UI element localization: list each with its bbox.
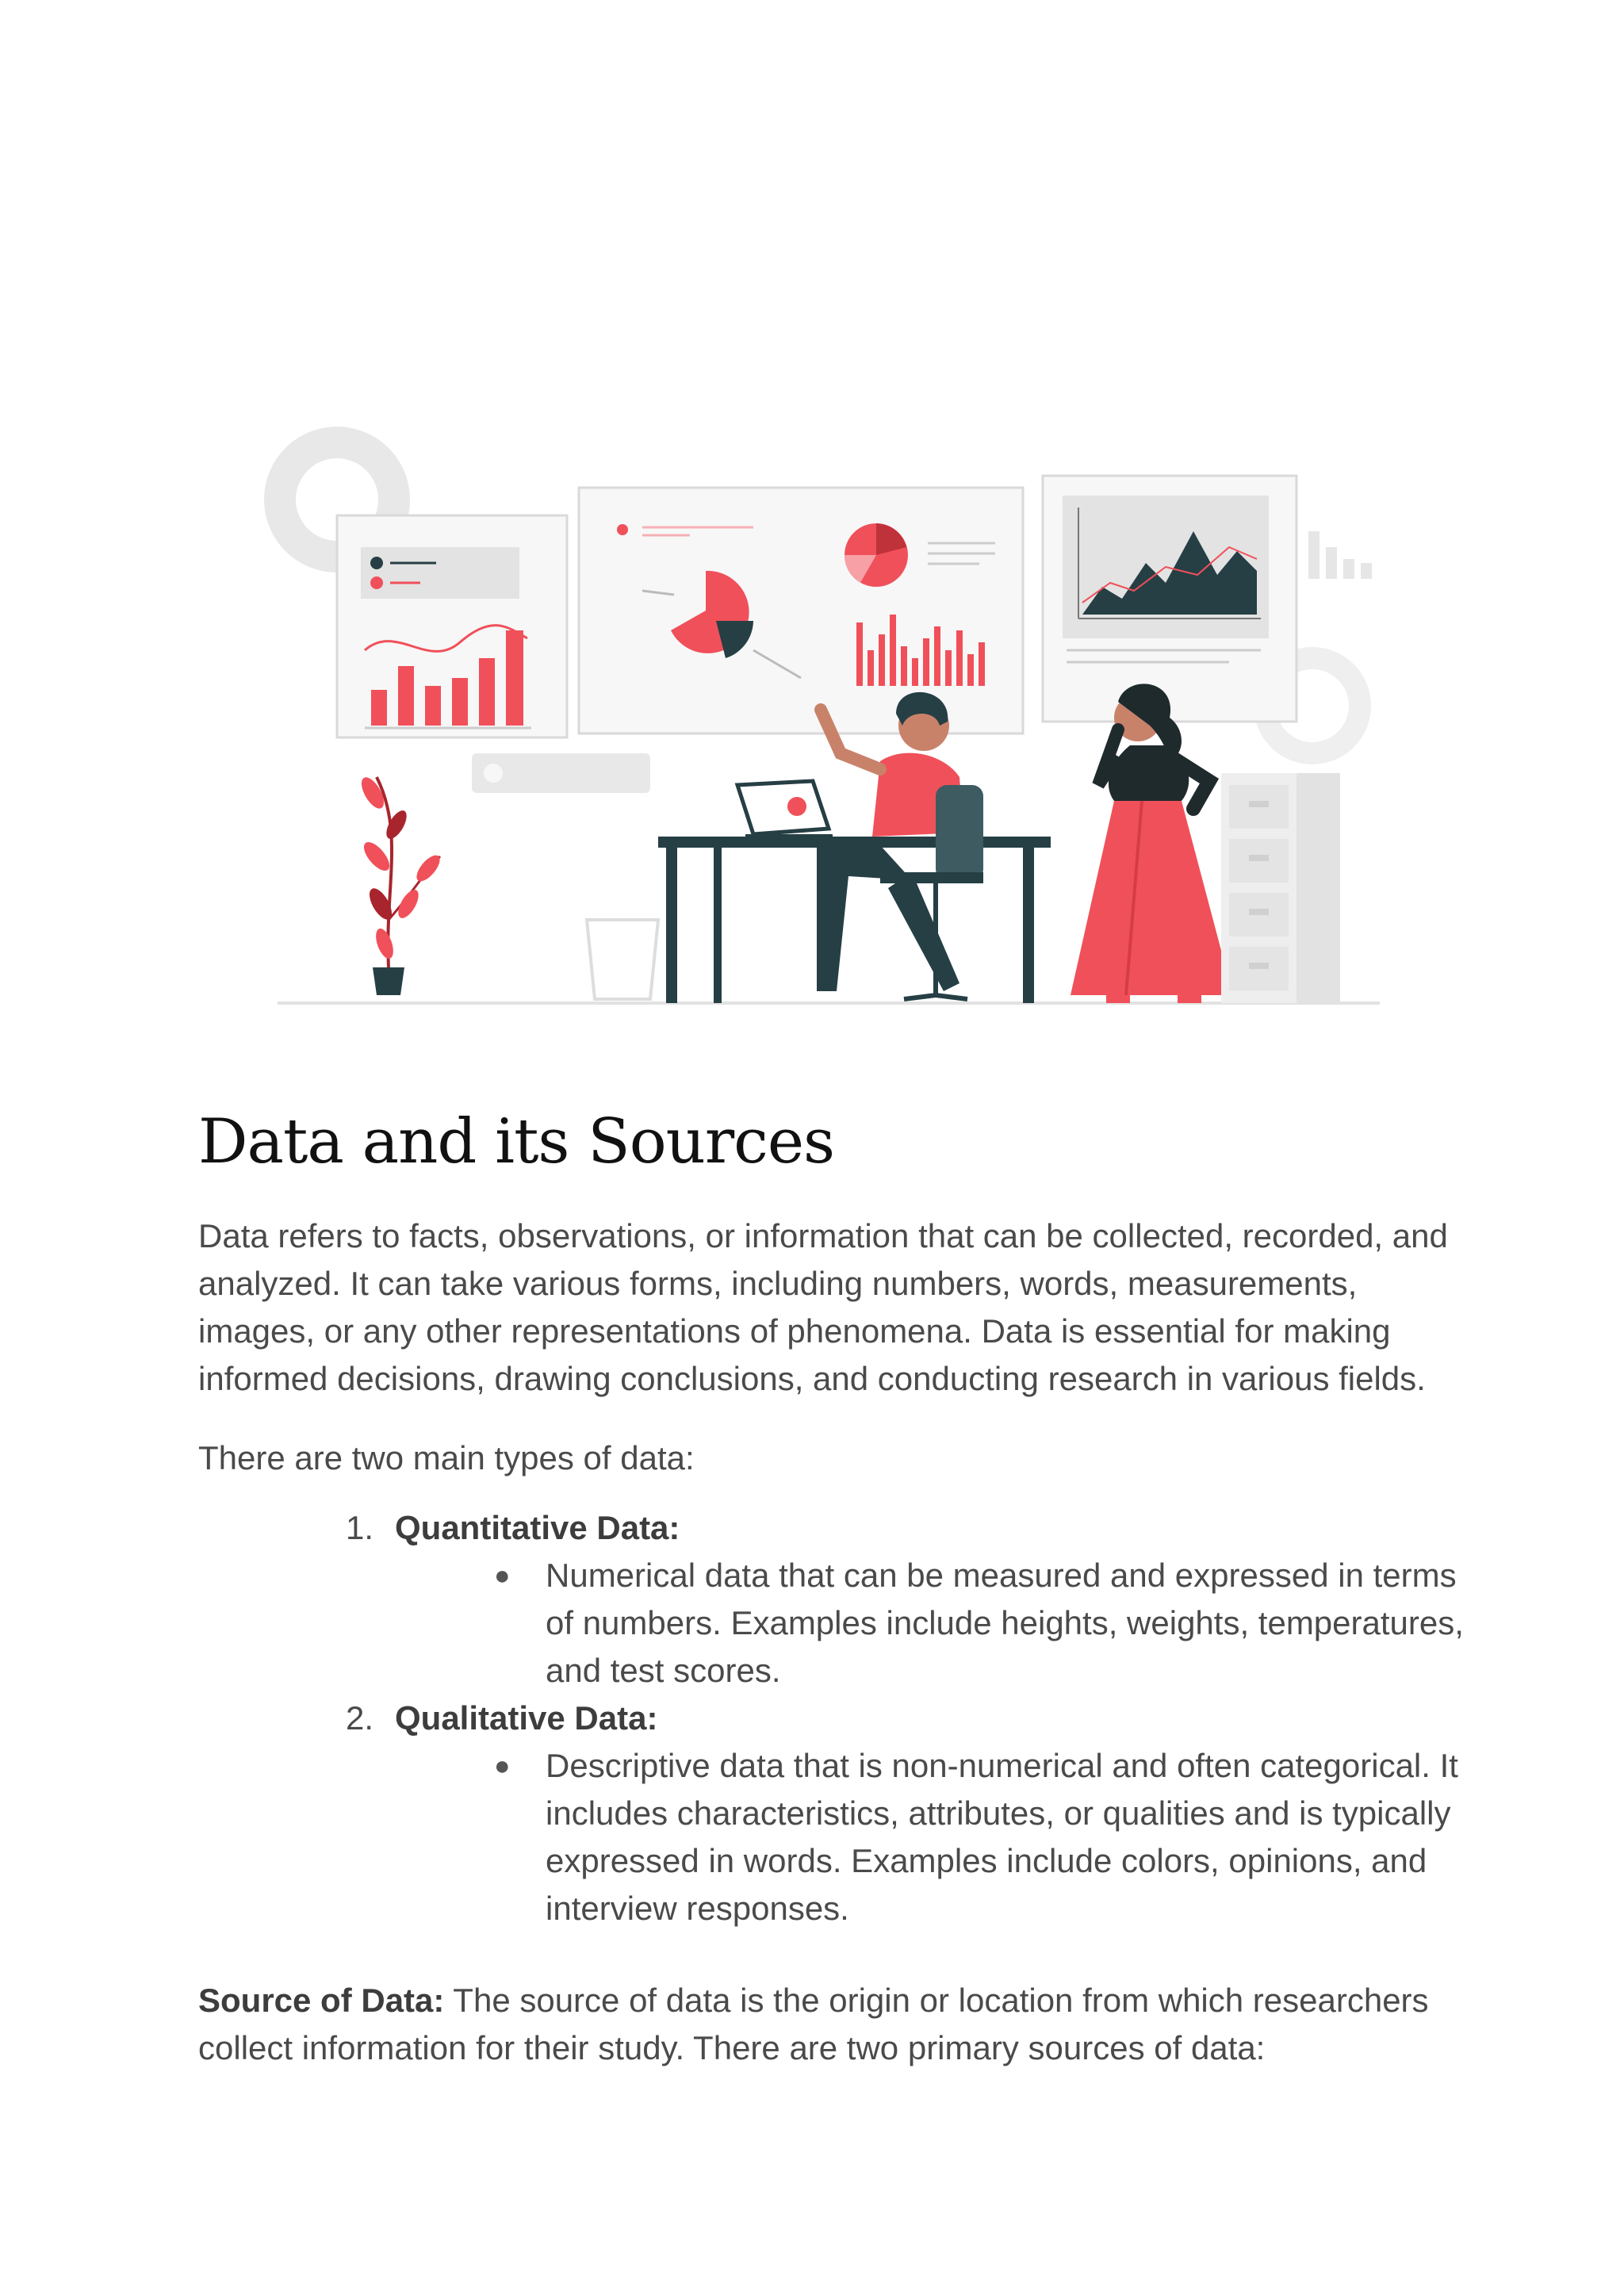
plant [357, 774, 443, 995]
intro-paragraph: Data refers to facts, observations, or information that can be collected, recorded, and analyzed. It can take various forms, including numbers, words, measurements, images, or any other representations of phenomena. Data is essential for making informed decisions, drawing conclusions, and conducting research in various fields. [198, 1217, 1448, 1397]
sub-list-item [198, 1742, 1467, 1932]
document-body [198, 1106, 1467, 2104]
file-cabinet [1221, 773, 1340, 1003]
right-dashboard-panel [1043, 476, 1297, 722]
list-heading: Qualitative Data: [395, 1699, 658, 1737]
sub-list-item [198, 1552, 1467, 1695]
left-dashboard-panel [337, 515, 567, 737]
types-lead-paragraph: There are two main types of data: [198, 1439, 695, 1476]
list-number: 2. [346, 1699, 374, 1737]
sub-item-text: Descriptive data that is non-numerical and often categorical. It includes characteristics, attributes, or qualities and is typically expressed in words. Examples include colors, opinions, and interview responses. [546, 1747, 1458, 1927]
desk [658, 781, 1051, 1003]
source-label: Source of Data: [198, 1982, 445, 2019]
list-number: 1. [346, 1509, 374, 1546]
sub-item-text: Numerical data that can be measured and expressed in terms of numbers. Examples include heights, weights, temperatures, and test scores. [546, 1557, 1464, 1689]
standing-person [1071, 684, 1233, 1003]
list-heading: Quantitative Data: [395, 1509, 680, 1546]
list-item-qualitative [198, 1695, 1467, 1932]
source-paragraph [198, 1977, 1467, 2072]
center-dashboard-panel [579, 488, 1023, 733]
sublist [395, 1742, 1467, 1932]
bullet-icon: ● [494, 1561, 511, 1591]
page-title: Data and its Sources [198, 1106, 835, 1178]
data-types-list [198, 1504, 1467, 1932]
data-analysis-illustration [246, 412, 1404, 1015]
bullet-icon: ● [494, 1751, 511, 1781]
source-text: The source of data is the origin or location from which researchers collect information for their study. There are two primary sources of data: [198, 1982, 1429, 2066]
list-item-quantitative [198, 1504, 1467, 1695]
sublist [395, 1552, 1467, 1695]
